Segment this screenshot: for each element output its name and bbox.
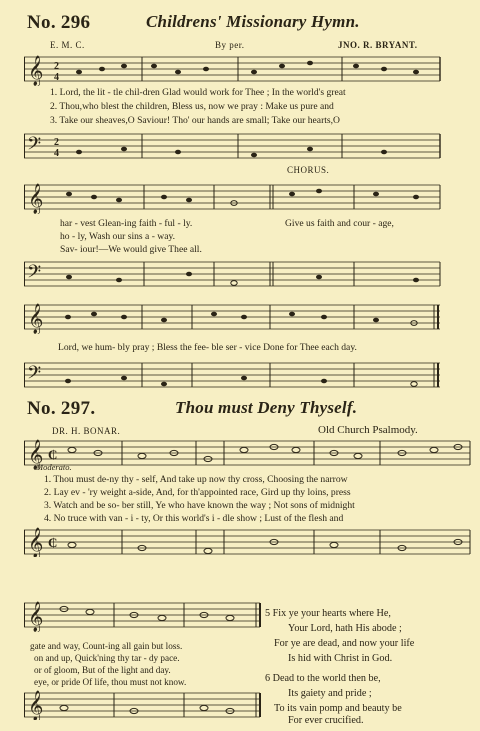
hymn-297-music-by: Old Church Psalmody. <box>318 424 418 436</box>
hymn-297-number: No. 297. <box>27 398 96 419</box>
stanza-6-line-2: Its gaiety and pride ; <box>288 688 372 699</box>
hymn-297-line2-verse-3: or of gloom, But of the light and day. <box>34 665 171 675</box>
svg-text:𝄞: 𝄞 <box>28 440 44 469</box>
stanza-5-line-4: Is hid with Christ in God. <box>288 653 393 664</box>
hymn-296-chorus-line-2: Lord, we hum- bly pray ; Bless the fee- ble ser - vice Done for Thee each day. <box>58 342 357 353</box>
hymn-297-line2-verse-2: on and up, Quick'ning thy tar - dy pace. <box>34 653 180 663</box>
system-2-treble-staff <box>24 180 444 214</box>
stanza-6-line-4: For ever crucified. <box>288 715 364 726</box>
system-3-bass-staff <box>24 360 444 390</box>
system-2-bass-staff <box>24 259 444 289</box>
svg-text:2: 2 <box>54 137 59 148</box>
hymn-296-verse-2: 2. Thou,who blest the children, Bless us, now we pray : Make us pure and <box>50 101 334 112</box>
svg-text:2: 2 <box>54 61 59 72</box>
svg-text:𝄢: 𝄢 <box>27 133 42 158</box>
stanza-6-line-3: To its vain pomp and beauty be <box>274 703 402 714</box>
hymn-296-permission: By per. <box>215 40 245 50</box>
hymn-296-line2-verse-1: har - vest Glean-ing faith - ful - ly. <box>60 218 193 229</box>
hymn-297-system-2-bass-staff <box>24 690 264 720</box>
svg-text:𝄢: 𝄢 <box>27 261 42 286</box>
stanza-5-line-3: For ye are dead, and now your life <box>274 638 415 649</box>
hymn-297-verse-3: 3. Watch and be so- ber still, Ye who have known the way ; Not sons of midnight <box>44 500 355 511</box>
hymn-296-title: Childrens' Missionary Hymn. <box>146 12 360 31</box>
svg-text:₵: ₵ <box>48 447 58 462</box>
hymn-297-words-by: DR. H. BONAR. <box>52 426 121 436</box>
hymn-297-line2-verse-4: eye, or pride Of life, thou must not know. <box>34 677 187 687</box>
hymn-296-chorus-line-1: Give us faith and cour - age, <box>285 218 394 229</box>
tempo-marking: Moderato. <box>36 462 72 472</box>
hymn-297-system-2-treble-staff <box>24 598 264 632</box>
hymn-297-system-1-treble-staff <box>24 436 474 470</box>
hymn-296-words-by: E. M. C. <box>50 40 85 50</box>
svg-text:𝄞: 𝄞 <box>28 528 44 557</box>
system-1-bass-staff <box>24 131 444 161</box>
svg-text:4: 4 <box>54 72 59 83</box>
svg-text:𝄞: 𝄞 <box>28 304 44 333</box>
system-1-treble-staff <box>24 52 444 86</box>
hymn-297-line2-verse-1: gate and way, Count-ing all gain but loss. <box>30 641 183 651</box>
chorus-label: CHORUS. <box>287 165 330 175</box>
svg-text:4: 4 <box>54 148 59 159</box>
hymn-296-line2-verse-3: Sav- iour!—We would give Thee all. <box>60 244 202 255</box>
svg-text:₵: ₵ <box>48 535 58 550</box>
hymn-296-line2-verse-2: ho - ly, Wash our sins a - way. <box>60 231 176 242</box>
hymn-297-verse-4: 4. No truce with van - i - ty, Or this world's i - dle show ; Lust of the flesh and <box>44 513 344 524</box>
hymn-297-verse-2: 2. Lay ev - 'ry weight a-side, And, for th'appointed race, Gird up thy loins, press <box>44 487 351 498</box>
hymn-297-system-1-bass-staff <box>24 527 474 557</box>
svg-text:𝄞: 𝄞 <box>28 691 44 720</box>
svg-text:𝄞: 𝄞 <box>28 602 44 631</box>
svg-text:𝄞: 𝄞 <box>28 184 44 213</box>
svg-text:𝄢: 𝄢 <box>27 362 42 387</box>
hymn-297-title: Thou must Deny Thyself. <box>175 398 358 417</box>
hymn-296-number: No. 296 <box>27 12 91 33</box>
svg-text:𝄞: 𝄞 <box>28 56 44 85</box>
hymn-296-music-by: JNO. R. BRYANT. <box>338 40 418 50</box>
stanza-5-line-2: Your Lord, hath His abode ; <box>288 623 402 634</box>
stanza-6-line-1: 6 Dead to the world then be, <box>265 673 381 684</box>
hymn-297-verse-1: 1. Thou must de-ny thy - self, And take up now thy cross, Choosing the narrow <box>44 474 348 485</box>
stanza-5-line-1: 5 Fix ye your hearts where He, <box>265 608 391 619</box>
system-3-treble-staff <box>24 300 444 334</box>
hymn-296-verse-3: 3. Take our sheaves,O Saviour! Tho' our hands are small; Take our hearts,O <box>50 115 340 126</box>
hymn-296-verse-1: 1. Lord, the lit - tle chil-dren Glad would work for Thee ; In the world's great <box>50 87 346 98</box>
